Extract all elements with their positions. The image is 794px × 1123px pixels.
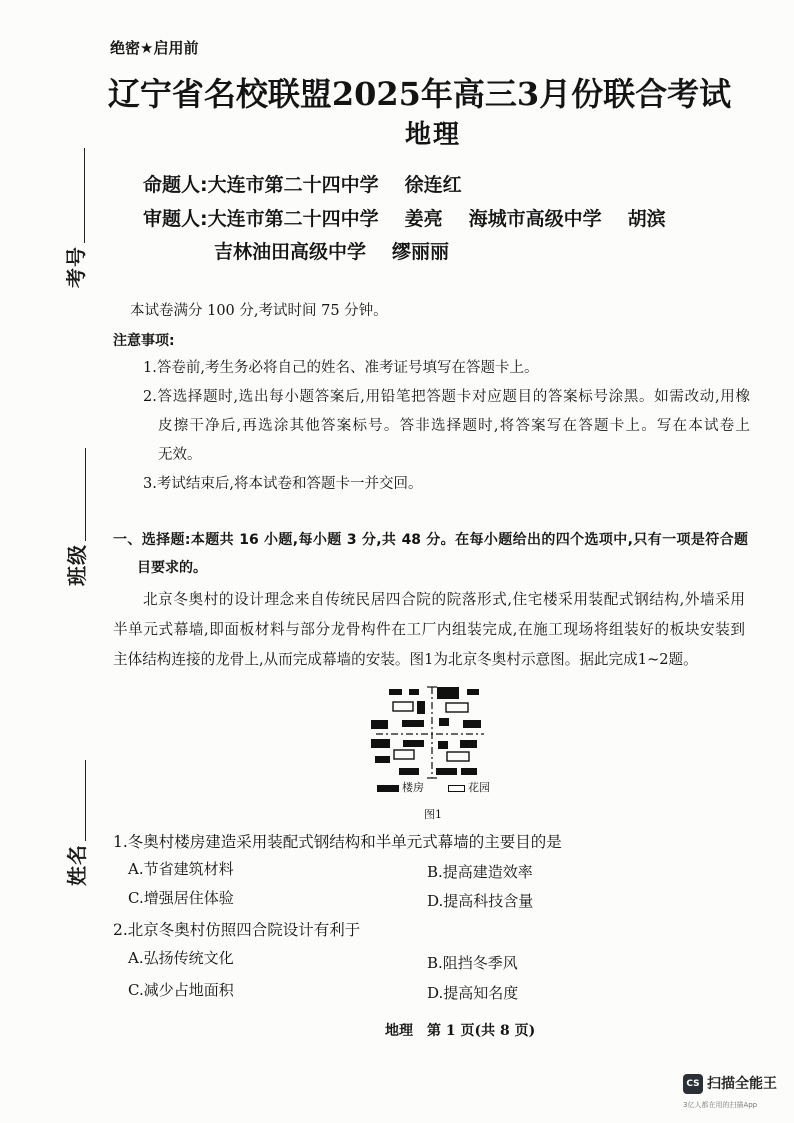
- reviewer-name: 胡滨: [627, 208, 666, 230]
- note-item-1: 1.答卷前,考生务必将自己的姓名、准考证号填写在答题卡上。: [143, 360, 539, 376]
- reviewer-name: 缪丽丽: [392, 241, 450, 263]
- reviewer-line-2: [214, 240, 449, 264]
- question-1-option-c: C.增强居住体验: [128, 889, 234, 907]
- building-block: [409, 689, 419, 695]
- building-block: [375, 756, 390, 763]
- building-block: [389, 689, 402, 695]
- name-label: 姓名: [65, 844, 89, 886]
- reviewer-line: [143, 207, 666, 231]
- reviewer-school: 大连市第二十四中学: [207, 208, 379, 230]
- section-heading-line: 目要求的。: [137, 560, 207, 576]
- camscanner-logo-icon: CS: [683, 1074, 703, 1094]
- building-block: [399, 768, 419, 775]
- exam-number-underline: [83, 148, 85, 243]
- reviewer-name: 姜亮: [404, 208, 443, 230]
- scanner-tagline: 3亿人都在用的扫描App: [683, 1101, 758, 1109]
- question-2-option-c: C.减少占地面积: [128, 981, 234, 999]
- question-1-stem: 1.冬奥村楼房建造采用装配式钢结构和半单元式幕墙的主要目的是: [113, 833, 562, 851]
- page-footer: [385, 1022, 535, 1040]
- building-block: [417, 701, 425, 714]
- reviewer-label: 审题人:: [143, 208, 208, 230]
- question-2-option-b: B.阻挡冬季风: [427, 954, 518, 972]
- note-item-3: 3.考试结束后,将本试卷和答题卡一并交回。: [143, 476, 423, 492]
- name-field: [65, 760, 89, 886]
- building-block: [371, 739, 390, 748]
- class-underline: [84, 448, 86, 541]
- reviewer-school: 海城市高级中学: [468, 208, 602, 230]
- note-item-2-line: 无效。: [158, 447, 202, 463]
- garden-plot: [446, 703, 468, 712]
- exam-number-field: [64, 148, 88, 288]
- building-block: [467, 689, 479, 695]
- village-layout-diagram: [360, 684, 490, 784]
- figure-legend: [377, 781, 490, 795]
- legend-garden-swatch: [448, 785, 465, 792]
- setter-line: [143, 173, 462, 197]
- building-block: [438, 741, 448, 749]
- reviewer-school: 吉林油田高级中学: [214, 241, 367, 263]
- exam-number-label: 考号: [64, 246, 88, 288]
- note-item-2-line: 皮擦干净后,再选涂其他答案标号。答非选择题时,将答案写在答题卡上。写在本试卷上: [158, 418, 750, 434]
- exam-info: 本试卷满分 100 分,考试时间 75 分钟。: [130, 303, 388, 319]
- setter-label: 命题人:: [143, 174, 208, 196]
- note-item-2-line: 2.答选择题时,选出每小题答案后,用铅笔把答题卡对应题目的答案标号涂黑。如需改动,用橡: [143, 389, 750, 405]
- building-block: [403, 740, 424, 747]
- section-heading-line: 一、选择题:本题共 16 小题,每小题 3 分,共 48 分。在每小题给出的四个选项中,只有一项是符合题: [113, 532, 748, 548]
- subject-title: 地理: [404, 120, 461, 150]
- name-underline: [84, 760, 86, 841]
- legend-garden-label: 花园: [468, 781, 490, 794]
- setter-name: 徐连红: [404, 174, 462, 196]
- question-2-option-d: D.提高知名度: [427, 984, 519, 1002]
- passage-line: 半单元式幕墙,即面板材料与部分龙骨构件在工厂内组装完成,在施工现场将组装好的板块安装到: [113, 621, 745, 638]
- setter-school: 大连市第二十四中学: [207, 174, 379, 196]
- question-1-option-b: B.提高建造效率: [427, 863, 533, 881]
- building-block: [460, 740, 477, 748]
- confidential-label: 绝密★启用前: [110, 39, 199, 57]
- question-1-option-d: D.提高科技含量: [427, 892, 534, 910]
- garden-plot: [394, 750, 414, 759]
- notes-title: 注意事项:: [113, 333, 175, 349]
- passage-line: 主体结构连接的龙骨上,从而完成幕墙的安装。图1为北京冬奥村示意图。据此完成1~2题。: [113, 651, 698, 668]
- footer-page-info: 第 1 页(共 8 页): [427, 1023, 536, 1039]
- question-1-option-a: A.节省建筑材料: [128, 860, 234, 878]
- legend-building-label: 楼房: [402, 781, 424, 794]
- garden-plot: [447, 752, 469, 761]
- building-block: [436, 768, 457, 775]
- building-block: [437, 687, 459, 699]
- figure-caption: 图1: [424, 808, 442, 821]
- exam-title: 辽宁省名校联盟2025年高三3月份联合考试: [107, 75, 732, 113]
- building-block: [463, 720, 481, 728]
- footer-subject: 地理: [385, 1023, 413, 1039]
- garden-plot: [393, 702, 413, 711]
- passage-line: 北京冬奥村的设计理念来自传统民居四合院的院落形式,住宅楼采用装配式钢结构,外墙采用: [143, 591, 745, 608]
- building-block: [371, 720, 388, 729]
- legend-building-swatch: [377, 785, 399, 792]
- question-2-stem: 2.北京冬奥村仿照四合院设计有利于: [113, 921, 361, 939]
- class-label: 班级: [65, 544, 89, 586]
- building-block: [439, 718, 449, 726]
- scanner-brand: 扫描全能王: [707, 1076, 777, 1092]
- building-block: [461, 768, 477, 775]
- class-field: [65, 448, 89, 586]
- building-block: [402, 720, 424, 727]
- question-2-option-a: A.弘扬传统文化: [128, 949, 234, 967]
